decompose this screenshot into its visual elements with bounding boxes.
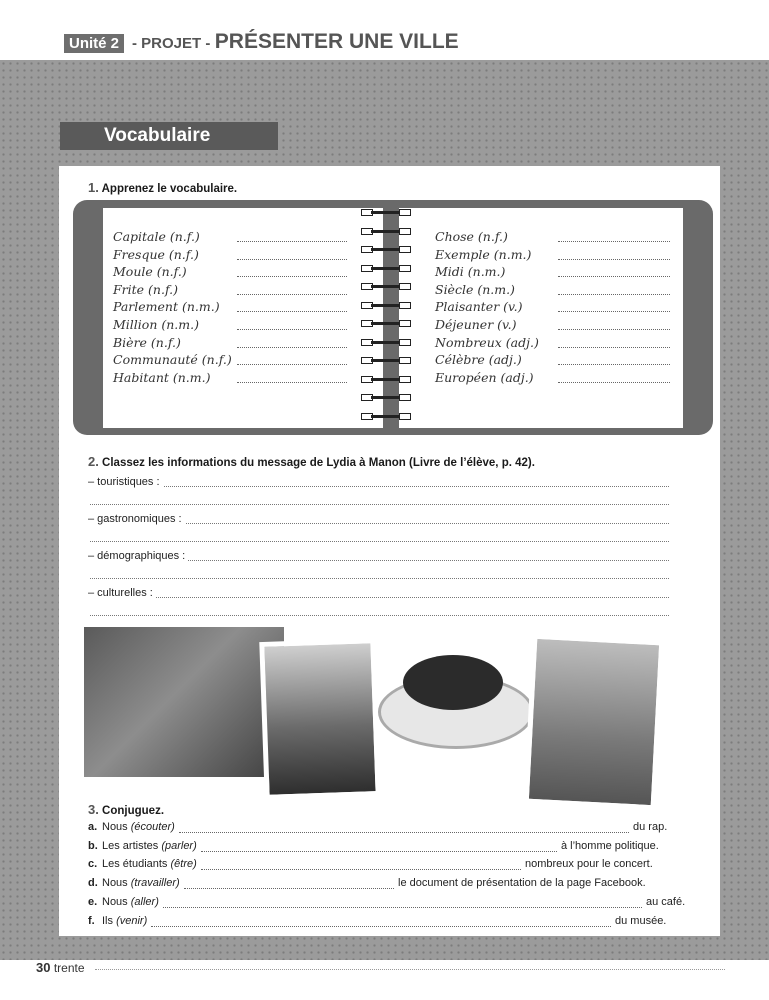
item-letter: b. bbox=[88, 839, 98, 852]
answer-line[interactable] bbox=[90, 615, 669, 616]
item-prompt bbox=[102, 840, 197, 852]
item-letter: e. bbox=[88, 895, 98, 908]
item-letter: a. bbox=[88, 821, 98, 833]
conjugation-item bbox=[88, 858, 668, 872]
vocab-answer-line[interactable] bbox=[237, 364, 347, 365]
answer-line[interactable] bbox=[90, 578, 669, 579]
vocab-word-right: Exemple (n.m.) bbox=[435, 246, 532, 262]
item-ending: à l’homme politique. bbox=[561, 839, 659, 852]
page-footer bbox=[36, 960, 85, 975]
item-verb: (aller) bbox=[130, 895, 159, 908]
item-subject: Les étudiants bbox=[102, 858, 168, 871]
answer-line[interactable] bbox=[90, 541, 669, 542]
vocab-answer-line[interactable] bbox=[558, 241, 670, 242]
field-label: – gastronomiques : bbox=[88, 513, 185, 525]
vocab-word-left: Bière (n.f.) bbox=[113, 334, 181, 350]
cathedral-photo bbox=[524, 634, 665, 811]
field-label: – touristiques : bbox=[88, 476, 163, 488]
conjugation-answer-line[interactable] bbox=[163, 907, 642, 908]
item-prompt bbox=[102, 915, 147, 927]
conjugation-answer-line[interactable] bbox=[151, 926, 611, 927]
mussels-fries-photo bbox=[378, 645, 538, 750]
vocab-word-left: Fresque (n.f.) bbox=[113, 246, 199, 262]
vocab-answer-line[interactable] bbox=[237, 382, 347, 383]
vocab-word-right: Déjeuner (v.) bbox=[435, 317, 517, 332]
item-prompt bbox=[102, 877, 180, 889]
mussels-shape bbox=[403, 655, 503, 710]
item-letter: f. bbox=[88, 914, 95, 927]
vocab-answer-line[interactable] bbox=[558, 294, 670, 295]
page-header bbox=[0, 0, 769, 60]
answer-line[interactable] bbox=[90, 486, 669, 487]
item-verb: (écouter) bbox=[130, 821, 175, 833]
vocab-answer-line[interactable] bbox=[558, 329, 670, 330]
conjugation-item bbox=[88, 821, 668, 835]
exercise2-instruction: Classez les informations du message de Lydia à Manon (Livre de l’élève, p. 42). bbox=[102, 457, 535, 469]
item-prompt bbox=[102, 858, 197, 870]
exercise3-title bbox=[88, 802, 164, 817]
vocab-answer-line[interactable] bbox=[237, 241, 347, 242]
conjugation-answer-line[interactable] bbox=[201, 851, 557, 852]
item-letter: c. bbox=[88, 858, 98, 871]
spiral-ring bbox=[359, 227, 413, 237]
notebook-spiral bbox=[359, 200, 413, 435]
vocab-word-right: Siècle (n.m.) bbox=[435, 281, 515, 297]
conjugation-answer-line[interactable] bbox=[179, 832, 629, 833]
spiral-ring bbox=[359, 375, 413, 385]
item-ending: nombreux pour le concert. bbox=[525, 858, 653, 871]
vocab-answer-line[interactable] bbox=[237, 329, 347, 330]
vocab-word-left: Frite (n.f.) bbox=[113, 281, 178, 297]
vocab-word-left: Communauté (n.f.) bbox=[113, 352, 232, 368]
item-ending: le document de présentation de la page Facebook. bbox=[398, 877, 646, 890]
spiral-ring bbox=[359, 245, 413, 255]
item-verb: (être) bbox=[170, 858, 197, 871]
exercise1-title bbox=[88, 180, 237, 195]
page-word: trente bbox=[53, 961, 85, 975]
vocab-word-left: Moule (n.f.) bbox=[113, 264, 187, 280]
item-prompt bbox=[102, 821, 175, 833]
vocab-word-right: Européen (adj.) bbox=[435, 369, 534, 385]
item-ending: au café. bbox=[646, 895, 686, 908]
exercise2-number: 2. bbox=[88, 454, 99, 469]
vocab-word-right: Chose (n.f.) bbox=[435, 229, 508, 244]
vocab-answer-line[interactable] bbox=[558, 276, 670, 277]
unit-badge: Unité 2 bbox=[64, 34, 124, 53]
page-number: 30 bbox=[36, 960, 51, 975]
answer-line[interactable] bbox=[90, 597, 669, 598]
vocab-answer-line[interactable] bbox=[558, 364, 670, 365]
vocab-word-left: Capitale (n.f.) bbox=[113, 229, 200, 244]
exercise1-instruction: Apprenez le vocabulaire. bbox=[101, 183, 238, 195]
vocab-answer-line[interactable] bbox=[558, 347, 670, 348]
header-title bbox=[132, 30, 459, 54]
exercise3-number: 3. bbox=[88, 802, 99, 817]
exercise3-instruction: Conjuguez. bbox=[102, 805, 165, 817]
vocab-answer-line[interactable] bbox=[558, 382, 670, 383]
vocab-answer-line[interactable] bbox=[237, 311, 347, 312]
item-ending: du rap. bbox=[633, 821, 668, 833]
spiral-ring bbox=[359, 393, 413, 403]
vocab-word-right: Midi (n.m.) bbox=[435, 264, 506, 280]
spiral-ring bbox=[359, 338, 413, 348]
vocab-word-right: Plaisanter (v.) bbox=[435, 299, 523, 315]
section-tab-vocabulaire: Vocabulaire bbox=[60, 122, 278, 150]
vocab-answer-line[interactable] bbox=[237, 276, 347, 277]
vocab-word-right: Nombreux (adj.) bbox=[435, 334, 539, 350]
exercise1-number: 1. bbox=[88, 180, 99, 195]
item-subject: Les artistes bbox=[102, 839, 159, 852]
spiral-ring bbox=[359, 208, 413, 218]
vocab-word-right: Célèbre (adj.) bbox=[435, 352, 522, 368]
item-prompt bbox=[102, 896, 159, 908]
exercise2-title bbox=[88, 454, 535, 469]
conjugation-item bbox=[88, 840, 668, 854]
conjugation-answer-line[interactable] bbox=[201, 869, 521, 870]
manneken-pis-photo bbox=[259, 638, 380, 800]
spiral-ring bbox=[359, 412, 413, 422]
item-subject: Nous bbox=[102, 877, 128, 890]
answer-line[interactable] bbox=[90, 504, 669, 505]
spiral-ring bbox=[359, 282, 413, 292]
spiral-ring bbox=[359, 264, 413, 274]
spiral-ring bbox=[359, 301, 413, 311]
item-subject: Nous bbox=[102, 821, 128, 833]
vocab-answer-line[interactable] bbox=[237, 347, 347, 348]
item-verb: (parler) bbox=[161, 839, 197, 852]
conjugation-item bbox=[88, 877, 668, 891]
projet-label: - PROJET - bbox=[132, 35, 211, 52]
building-mural-photo bbox=[84, 627, 284, 777]
item-letter: d. bbox=[88, 877, 98, 890]
conjugation-answer-line[interactable] bbox=[184, 888, 394, 889]
project-title: PRÉSENTER UNE VILLE bbox=[214, 30, 459, 53]
item-verb: (venir) bbox=[116, 914, 148, 927]
item-subject: Ils bbox=[102, 914, 113, 927]
spiral-ring bbox=[359, 319, 413, 329]
vocab-answer-line[interactable] bbox=[237, 259, 347, 260]
vocab-answer-line[interactable] bbox=[558, 311, 670, 312]
item-ending: du musée. bbox=[615, 914, 667, 927]
vocab-word-left: Habitant (n.m.) bbox=[113, 369, 211, 385]
spiral-ring bbox=[359, 356, 413, 366]
vocab-word-left: Parlement (n.m.) bbox=[113, 299, 220, 315]
item-verb: (travailler) bbox=[130, 877, 180, 890]
field-label: – culturelles : bbox=[88, 587, 156, 599]
item-subject: Nous bbox=[102, 895, 128, 908]
vocab-word-left: Million (n.m.) bbox=[113, 317, 199, 332]
footer-dotted-line bbox=[95, 969, 725, 970]
vocab-answer-line[interactable] bbox=[558, 259, 670, 260]
conjugation-item bbox=[88, 915, 668, 929]
vocab-answer-line[interactable] bbox=[237, 294, 347, 295]
field-label: – démographiques : bbox=[88, 550, 188, 562]
conjugation-item bbox=[88, 895, 686, 910]
